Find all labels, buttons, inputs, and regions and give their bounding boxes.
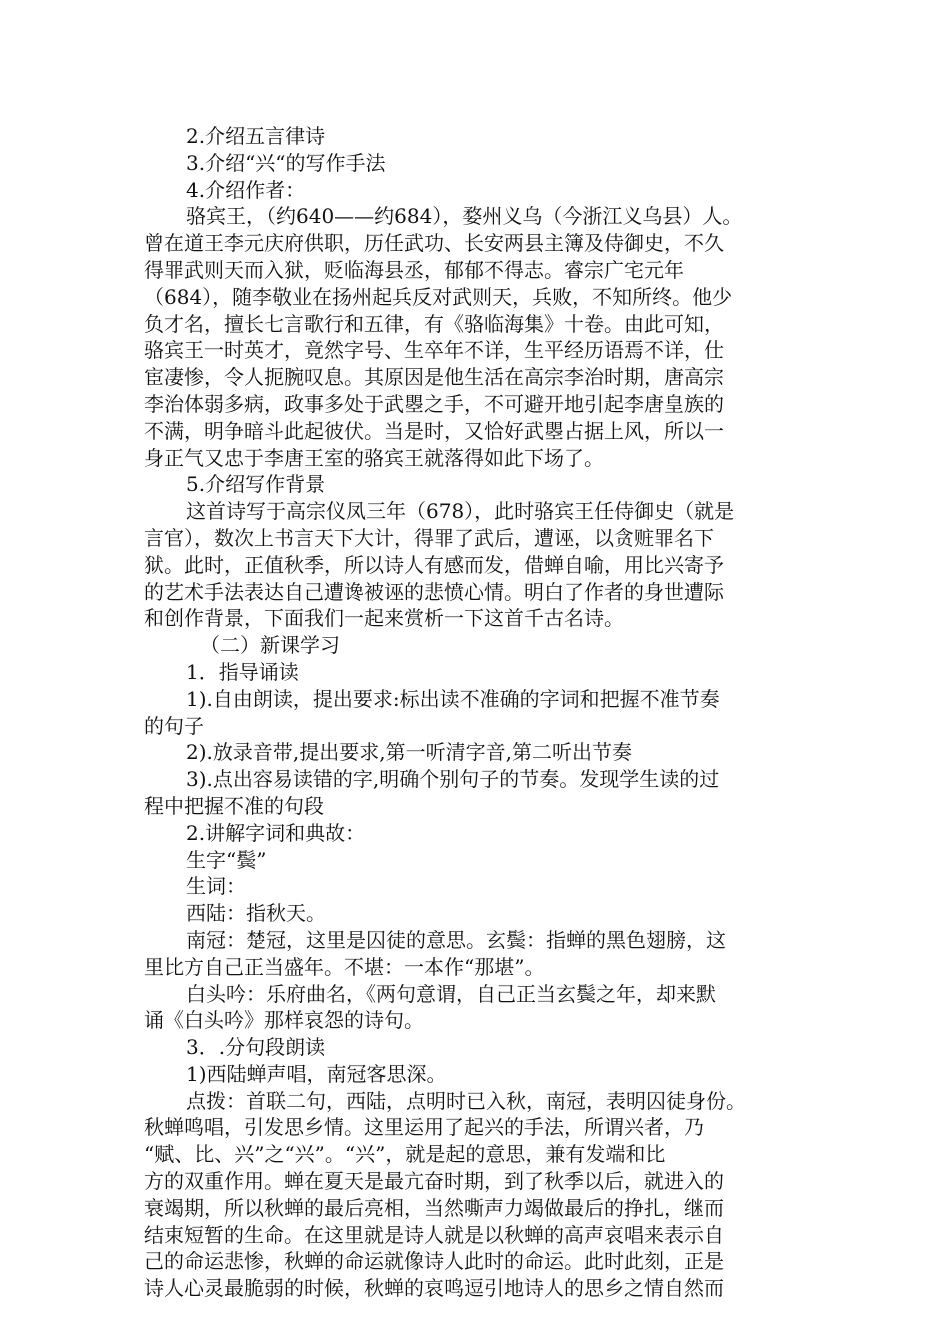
text-line: 程中把握不准的句段: [144, 793, 324, 818]
text-line: 秋蝉鸣唱，引发思乡情。这里运用了起兴的手法，所谓兴者，乃: [144, 1115, 704, 1140]
text-line: 2.介绍五言律诗: [186, 124, 326, 148]
text-line: 骆宾王一时英才，竟然字号、生卒年不详，生平经历语焉不详，仕: [144, 338, 724, 363]
text-line: 诵《白头吟》那样哀怨的诗句。: [144, 1008, 424, 1033]
text-line: 生字“鬓”: [186, 847, 267, 872]
text-line: （684），随李敬业在扬州起兵反对武则天，兵败，不知所终。他少: [144, 284, 733, 309]
text-line: 生词：: [186, 874, 246, 899]
section-heading: （二）新课学习: [200, 633, 340, 658]
text-line: 骆宾王，（约640——约684），婺州义乌（今浙江义乌县）人。: [186, 204, 743, 229]
text-line: 里比方自己正当盛年。不堪：一本作“那堪”。: [144, 954, 545, 979]
text-line: 点拨：首联二句，西陆，点明时已入秋，南冠，表明囚徒身份。: [186, 1088, 746, 1113]
text-line: 的句子: [144, 713, 204, 738]
text-line: 己的命运悲惨，秋蝉的命运就像诗人此时的命运。此时此刻，正是: [144, 1249, 724, 1274]
text-line: 白头吟：乐府曲名，《两句意谓，自己正当玄鬓之年，却来默: [186, 981, 716, 1006]
text-line: 不满，明争暗斗此起彼伏。当是时，又恰好武瞾占据上风，所以一: [144, 418, 724, 443]
text-line: 言官），数次上书言天下大计，得罪了武后，遭诬，以贪赃罪名下: [144, 525, 714, 550]
text-line: 狱。此时，正值秋季，所以诗人有感而发，借蝉自喻，用比兴寄予: [144, 552, 724, 577]
text-line: 2.讲解字词和典故：: [186, 820, 366, 845]
text-line: 衰竭期，所以秋蝉的最后亮相，当然嘶声力竭做最后的挣扎，继而: [144, 1195, 724, 1220]
text-line: 南冠：楚冠，这里是囚徒的意思。玄鬓：指蝉的黑色翅膀，这: [186, 927, 726, 952]
text-line: “赋、比、兴”之“兴”。“兴”，就是起的意思，兼有发端和比: [144, 1142, 666, 1167]
text-line: 方的双重作用。蝉在夏天是最亢奋时期，到了秋季以后，就进入的: [144, 1169, 724, 1194]
document-page: [144, 123, 824, 1302]
text-line: 3．.分句段朗读: [186, 1035, 326, 1060]
text-line: 1).自由朗读，提出要求:标出读不准确的字词和把握不准节奏: [186, 686, 720, 711]
text-line: 宦凄惨，令人扼腕叹息。其原因是他生活在高宗李治时期，唐高宗: [144, 365, 724, 390]
text-line: 这首诗写于高宗仪凤三年（678），此时骆宾王任侍御史（就是: [186, 499, 735, 524]
text-line: 结束短暂的生命。在这里就是诗人就是以秋蝉的高声哀唱来表示自: [144, 1222, 724, 1247]
text-line: 1)西陆蝉声唱，南冠客思深。: [186, 1061, 447, 1086]
text-line: 4.介绍作者：: [186, 177, 306, 202]
text-line: 2).放录音带,提出要求,第一听清字音,第二听出节奏: [186, 740, 632, 765]
text-line: 李治体弱多病，政事多处于武瞾之手，不可避开地引起李唐皇族的: [144, 391, 724, 416]
text-line: 身正气又忠于李唐王室的骆宾王就落得如此下场了。: [144, 445, 604, 470]
text-line: 5.介绍写作背景: [186, 472, 326, 497]
text-line: 西陆：指秋天。: [186, 901, 326, 926]
text-line: 3).点出容易读错的字,明确个别句子的节奏。发现学生读的过: [186, 767, 720, 792]
text-line: 得罪武则天而入狱，贬临海县丞，郁郁不得志。睿宗广宅元年: [144, 257, 684, 282]
text-line: 的艺术手法表达自己遭谗被诬的悲愤心情。明白了作者的身世遭际: [144, 579, 724, 604]
text-line: 诗人心灵最脆弱的时候，秋蝉的哀鸣逗引地诗人的思乡之情自然而: [144, 1276, 724, 1301]
text-line: 1．指导诵读: [186, 659, 299, 684]
text-line: 和创作背景，下面我们一起来赏析一下这首千古名诗。: [144, 606, 624, 631]
text-line: 3.介绍“兴“的写作手法: [186, 150, 386, 175]
text-line: 曾在道王李元庆府供职，历任武功、长安两县主簿及侍御史，不久: [144, 231, 724, 256]
text-line: 负才名，擅长七言歌行和五律，有《骆临海集》十卷。由此可知，: [144, 311, 724, 336]
